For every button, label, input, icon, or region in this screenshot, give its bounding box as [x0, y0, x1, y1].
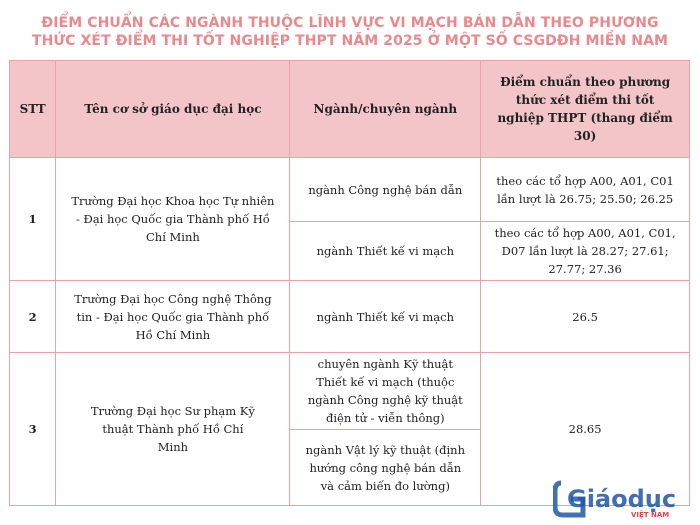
row-score: theo các tổ hợp A00, A01, C01 lần lượt là 26.75; 25.50; 26.25 — [481, 158, 690, 222]
logo-icon — [553, 477, 693, 519]
giaoduc-watermark-logo — [553, 477, 693, 519]
header-stt: STT — [10, 61, 56, 158]
header-school: Tên cơ sở giáo dục đại học — [56, 61, 290, 158]
row-major: ngành Công nghệ bán dẫn — [290, 158, 481, 222]
row-major: ngành Thiết kế vi mạch — [290, 281, 481, 353]
table-row — [10, 281, 690, 353]
row-stt: 2 — [10, 281, 56, 353]
benchmark-score-table — [9, 60, 690, 506]
page-title — [0, 14, 700, 50]
row-major: chuyên ngành Kỹ thuật Thiết kế vi mạch (thuộc ngành Công nghệ kỹ thuật điện tử - viễn thông) — [290, 353, 481, 430]
row-score: theo các tổ hợp A00, A01, C01, D07 lần lượt là 28.27; 27.61; 27.77; 27.36 — [481, 222, 690, 281]
row-school: Trường Đại học Khoa học Tự nhiên - Đại học Quốc gia Thành phố Hồ Chí Minh — [56, 158, 290, 281]
row-stt: 1 — [10, 158, 56, 281]
table-row — [10, 158, 690, 222]
row-school: Trường Đại học Công nghệ Thông tin - Đại học Quốc gia Thành phố Hồ Chí Minh — [56, 281, 290, 353]
row-major: ngành Vật lý kỹ thuật (định hướng công nghệ bán dẫn và cảm biến đo lường) — [290, 430, 481, 506]
row-major: ngành Thiết kế vi mạch — [290, 222, 481, 281]
table-row — [10, 353, 690, 430]
logo-sub-text: VIỆT NAM — [631, 511, 670, 519]
title-line-2: THỨC XÉT ĐIỂM THI TỐT NGHIỆP THPT NĂM 2025 Ở MỘT SỐ CSGDĐH MIỀN NAM — [31, 33, 669, 49]
table-header-row — [10, 61, 690, 158]
header-score: Điểm chuẩn theo phương thức xét điểm thi tốt nghiệp THPT (thang điểm 30) — [481, 61, 690, 158]
row-score: 26.5 — [481, 281, 690, 353]
row-score: 28.65 — [481, 353, 690, 506]
title-line-1: ĐIỂM CHUẨN CÁC NGÀNH THUỘC LĨNH VỰC VI MẠCH BÁN DẪN THEO PHƯƠNG — [41, 15, 659, 31]
logo-brand-text: Giáodục — [567, 485, 677, 513]
header-major: Ngành/chuyên ngành — [290, 61, 481, 158]
row-school: Trường Đại học Sư phạm Kỹ thuật Thành phố Hồ Chí Minh — [56, 353, 290, 506]
row-stt: 3 — [10, 353, 56, 506]
